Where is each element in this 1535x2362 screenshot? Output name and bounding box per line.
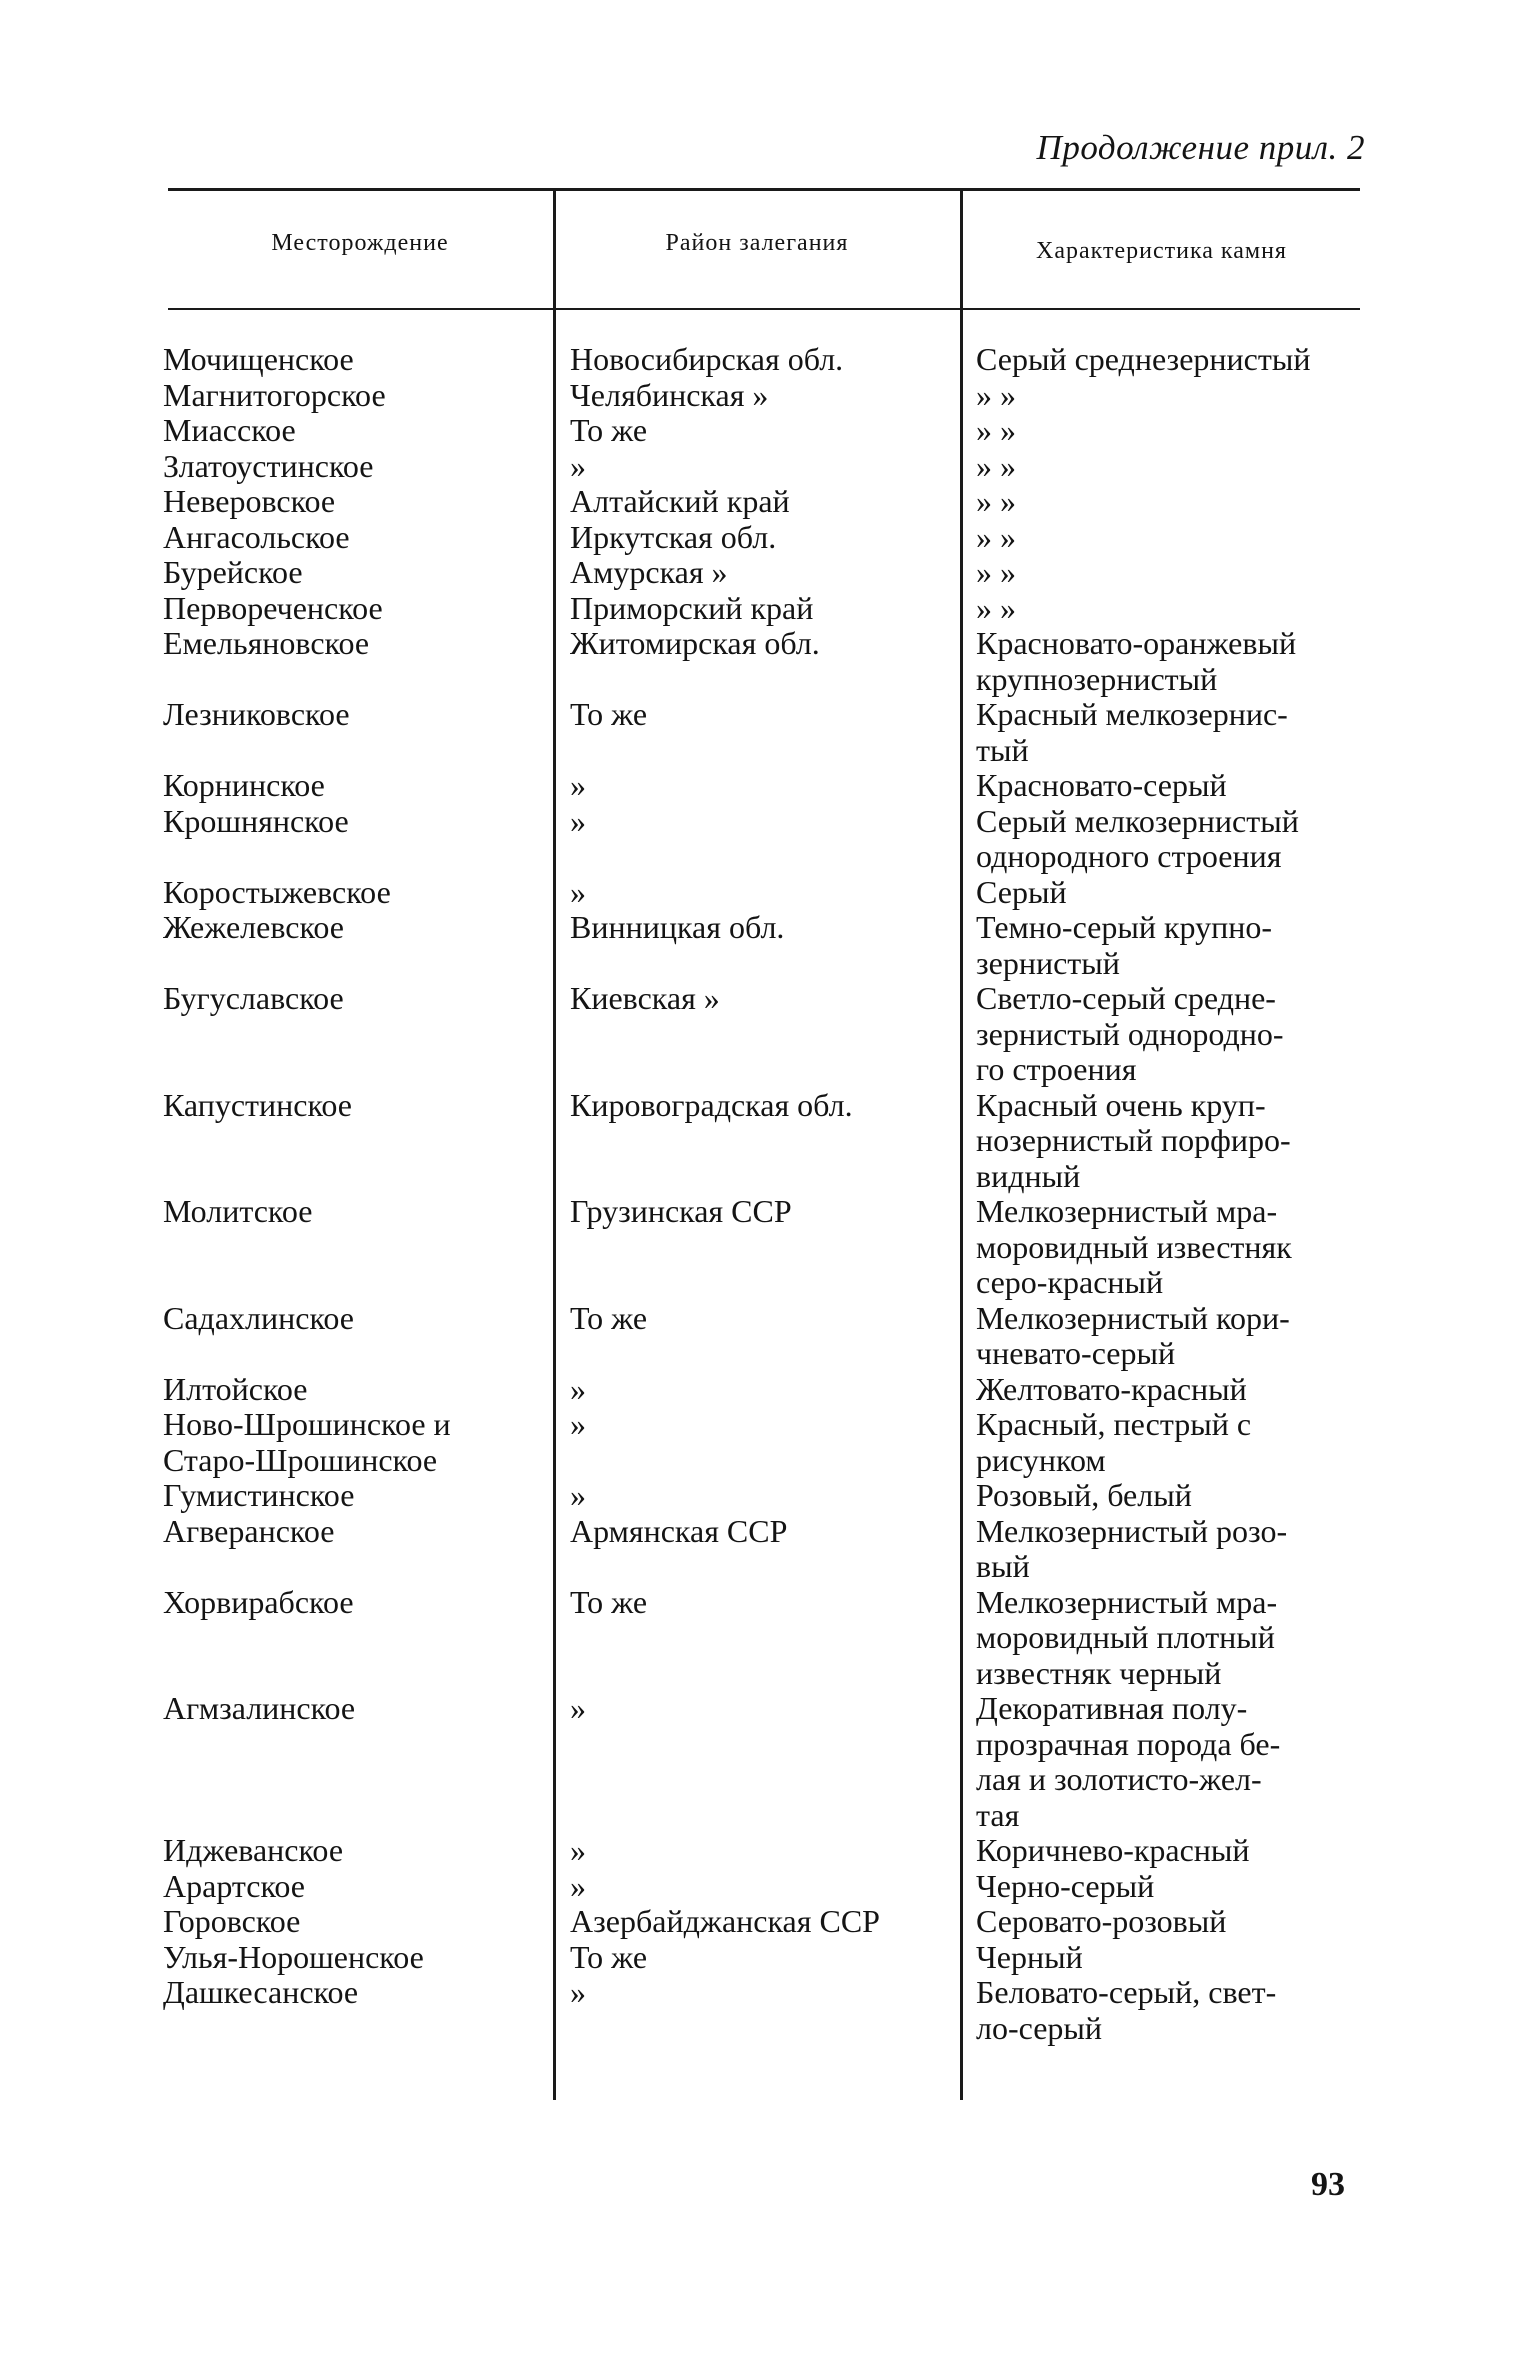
deposit-cell	[163, 555, 548, 591]
column-divider-2	[960, 190, 963, 2100]
stone-line: Мелкозернистый розо-	[976, 1512, 1288, 1549]
deposit-line: Ангасольское	[163, 518, 350, 555]
column-divider-1	[553, 190, 556, 2100]
stone-line: Мелкозернистый кори-	[976, 1299, 1290, 1336]
region-cell: Иркутская обл.	[570, 518, 777, 555]
stone-cell	[976, 1833, 1364, 1869]
stone-cell	[976, 875, 1364, 911]
deposit-cell	[163, 1940, 548, 1976]
region-cell: Винницкая обл.	[570, 909, 785, 945]
stone-line: Светло-серый средне-	[976, 980, 1276, 1016]
table-header-rule	[168, 308, 1360, 310]
deposit-line: Садахлинское	[163, 1299, 354, 1336]
region-cell: Житомирская обл.	[570, 625, 820, 661]
region-cell: »	[570, 1974, 586, 2010]
deposit-cell	[163, 449, 548, 485]
stone-line: » »	[976, 589, 1016, 626]
stone-line: » »	[976, 518, 1016, 555]
region-cell: »	[570, 802, 586, 839]
deposit-cell	[163, 1301, 548, 1337]
stone-line: Мелкозернистый мра-	[976, 1193, 1278, 1229]
deposit-line: Магнитогорское	[163, 376, 386, 413]
deposit-line: Миасское	[163, 412, 296, 448]
deposit-line: Емельяновское	[163, 625, 370, 661]
deposit-cell	[163, 1194, 548, 1230]
deposit-line: Молитское	[163, 1193, 313, 1229]
stone-cell	[976, 378, 1364, 414]
stone-line: Серый	[976, 873, 1067, 910]
stone-line: » »	[976, 483, 1016, 519]
deposit-cell	[163, 1514, 548, 1550]
deposit-cell	[163, 697, 548, 733]
stone-line: Беловато-серый, свет-	[976, 1974, 1277, 2010]
stone-cell	[976, 1585, 1364, 1692]
stone-cell	[976, 413, 1364, 449]
deposit-cell	[163, 1478, 548, 1514]
stone-line: Красновато-серый	[976, 767, 1227, 803]
deposit-cell	[163, 1904, 548, 1940]
stone-line: моровидный плотный	[976, 1619, 1275, 1655]
stone-cell	[976, 1975, 1364, 2046]
deposit-line: Ново-Шрошинское и	[163, 1406, 451, 1442]
stone-line: Розовый, белый	[976, 1477, 1192, 1513]
page-number: 93	[1311, 2166, 1345, 2203]
stone-line: Коричнево-красный	[976, 1832, 1250, 1868]
deposit-line: Неверовское	[163, 483, 336, 519]
stone-line: зернистый	[976, 944, 1120, 981]
region-cell: Азербайджанская ССР	[570, 1903, 880, 1939]
deposit-cell	[163, 626, 548, 662]
region-cell: »	[570, 1690, 586, 1726]
deposit-line: Коростыжевское	[163, 873, 391, 910]
deposit-cell	[163, 378, 548, 414]
deposit-line: Первореченское	[163, 589, 383, 626]
stone-line: тая	[976, 1796, 1020, 1833]
deposit-cell	[163, 1088, 548, 1124]
region-cell: То же	[570, 1299, 648, 1336]
stone-line: » »	[976, 412, 1016, 448]
deposit-cell	[163, 875, 548, 911]
stone-line: Красный, пестрый с	[976, 1406, 1252, 1442]
stone-line: известняк черный	[976, 1654, 1222, 1691]
deposit-line: Крошнянское	[163, 802, 349, 839]
stone-cell	[976, 1372, 1364, 1408]
region-cell: Алтайский край	[570, 483, 790, 519]
deposit-line: Старо-Шрошинское	[163, 1441, 438, 1478]
region-cell: »	[570, 1406, 586, 1442]
stone-cell	[976, 342, 1364, 378]
stone-cell	[976, 555, 1364, 591]
stone-line: крупнозернистый	[976, 660, 1218, 697]
stone-line: лая и золотисто-жел-	[976, 1761, 1262, 1797]
stone-line: » »	[976, 447, 1016, 484]
stone-line: Красный очень круп-	[976, 1086, 1266, 1123]
deposit-line: Агверанское	[163, 1512, 335, 1549]
deposit-cell	[163, 804, 548, 840]
region-cell: То же	[570, 412, 648, 448]
header-stone: Характеристика камня	[1036, 238, 1287, 264]
stone-cell	[976, 1194, 1364, 1301]
stone-cell	[976, 768, 1364, 804]
deposit-line: Хорвирабское	[163, 1583, 354, 1620]
stone-cell	[976, 626, 1364, 697]
deposit-cell	[163, 1869, 548, 1905]
region-cell: Кировоградская обл.	[570, 1086, 853, 1123]
stone-cell	[976, 1407, 1364, 1478]
stone-line: ло-серый	[976, 2009, 1103, 2046]
stone-cell	[976, 910, 1364, 981]
stone-line: » »	[976, 554, 1016, 590]
stone-cell	[976, 1869, 1364, 1905]
stone-line: Черный	[976, 1938, 1083, 1975]
stone-line: Мелкозернистый мра-	[976, 1583, 1278, 1620]
deposit-line: Бурейское	[163, 554, 303, 590]
stone-line: рисунком	[976, 1441, 1106, 1478]
region-cell: »	[570, 873, 586, 910]
deposit-line: Арартское	[163, 1867, 305, 1904]
deposit-line: Илтойское	[163, 1370, 308, 1407]
deposit-line: Гумистинское	[163, 1477, 355, 1513]
stone-line: однородного строения	[976, 838, 1282, 874]
stone-line: го строения	[976, 1051, 1137, 1087]
deposit-cell	[163, 591, 548, 627]
deposit-line: Лезниковское	[163, 696, 350, 732]
deposit-cell	[163, 1407, 548, 1478]
stone-cell	[976, 1691, 1364, 1833]
deposit-cell	[163, 520, 548, 556]
stone-line: Красновато-оранжевый	[976, 625, 1297, 661]
stone-cell	[976, 981, 1364, 1088]
deposit-line: Златоустинское	[163, 447, 374, 484]
deposit-line: Мочищенское	[163, 341, 354, 377]
region-cell: »	[570, 767, 586, 803]
region-cell: »	[570, 1832, 586, 1868]
stone-line: прозрачная порода бе-	[976, 1725, 1281, 1762]
region-cell: »	[570, 447, 586, 484]
region-cell: »	[570, 1477, 586, 1513]
stone-cell	[976, 484, 1364, 520]
header-deposit: Месторождение	[271, 230, 449, 256]
stone-line: » »	[976, 376, 1016, 413]
stone-cell	[976, 1514, 1364, 1585]
stone-cell	[976, 520, 1364, 556]
stone-cell	[976, 591, 1364, 627]
stone-line: вый	[976, 1548, 1030, 1584]
region-cell: Приморский край	[570, 589, 814, 626]
continuation-label: Продолжение прил. 2	[1036, 128, 1365, 167]
stone-line: нозернистый порфиро-	[976, 1122, 1291, 1158]
stone-line: Декоративная полу-	[976, 1690, 1248, 1726]
deposit-cell	[163, 1585, 548, 1621]
region-cell: Челябинская »	[570, 376, 769, 413]
deposit-line: Иджеванское	[163, 1832, 344, 1868]
header-region: Район залегания	[665, 230, 849, 256]
stone-line: чневато-серый	[976, 1335, 1176, 1371]
stone-cell	[976, 449, 1364, 485]
region-cell: Киевская »	[570, 980, 720, 1016]
stone-line: Желтовато-красный	[976, 1370, 1247, 1407]
stone-line: Красный мелкозернис-	[976, 696, 1288, 732]
deposit-line: Горовское	[163, 1903, 301, 1939]
deposit-cell	[163, 1372, 548, 1408]
stone-cell	[976, 697, 1364, 768]
deposit-cell	[163, 484, 548, 520]
region-cell: Грузинская ССР	[570, 1193, 792, 1229]
deposit-cell	[163, 1833, 548, 1869]
stone-cell	[976, 1088, 1364, 1195]
deposit-cell	[163, 1691, 548, 1727]
stone-line: видный	[976, 1157, 1081, 1194]
stone-cell	[976, 804, 1364, 875]
deposit-cell	[163, 342, 548, 378]
region-cell: Новосибирская обл.	[570, 341, 844, 377]
deposit-cell	[163, 910, 548, 946]
table-top-rule	[168, 188, 1360, 191]
stone-line: Черно-серый	[976, 1867, 1155, 1904]
deposit-line: Корнинское	[163, 767, 325, 803]
stone-cell	[976, 1904, 1364, 1940]
stone-line: серо-красный	[976, 1264, 1164, 1300]
region-cell: То же	[570, 1583, 648, 1620]
deposit-line: Капустинское	[163, 1086, 352, 1123]
region-cell: Амурская »	[570, 554, 728, 590]
stone-line: Темно-серый крупно-	[976, 909, 1273, 945]
stone-line: зернистый однородно-	[976, 1015, 1284, 1052]
region-cell: »	[570, 1370, 586, 1407]
stone-line: моровидный известняк	[976, 1228, 1292, 1265]
region-cell: То же	[570, 696, 648, 732]
deposit-cell	[163, 768, 548, 804]
region-cell: То же	[570, 1938, 648, 1975]
stone-cell	[976, 1940, 1364, 1976]
region-cell: Армянская ССР	[570, 1512, 788, 1549]
stone-line: Серый мелкозернистый	[976, 802, 1299, 839]
deposit-cell	[163, 981, 548, 1017]
stone-cell	[976, 1478, 1364, 1514]
stone-line: Серый среднезернистый	[976, 341, 1311, 377]
deposit-line: Улья-Норошенское	[163, 1938, 424, 1975]
deposit-line: Дашкесанское	[163, 1974, 359, 2010]
deposit-line: Бугуславское	[163, 980, 344, 1016]
deposit-line: Жежелевское	[163, 909, 344, 945]
deposit-line: Агмзалинское	[163, 1690, 356, 1726]
stone-line: Серовато-розовый	[976, 1903, 1227, 1939]
stone-cell	[976, 1301, 1364, 1372]
region-cell: »	[570, 1867, 586, 1904]
stone-line: тый	[976, 731, 1029, 768]
deposit-cell	[163, 1975, 548, 2011]
deposit-cell	[163, 413, 548, 449]
